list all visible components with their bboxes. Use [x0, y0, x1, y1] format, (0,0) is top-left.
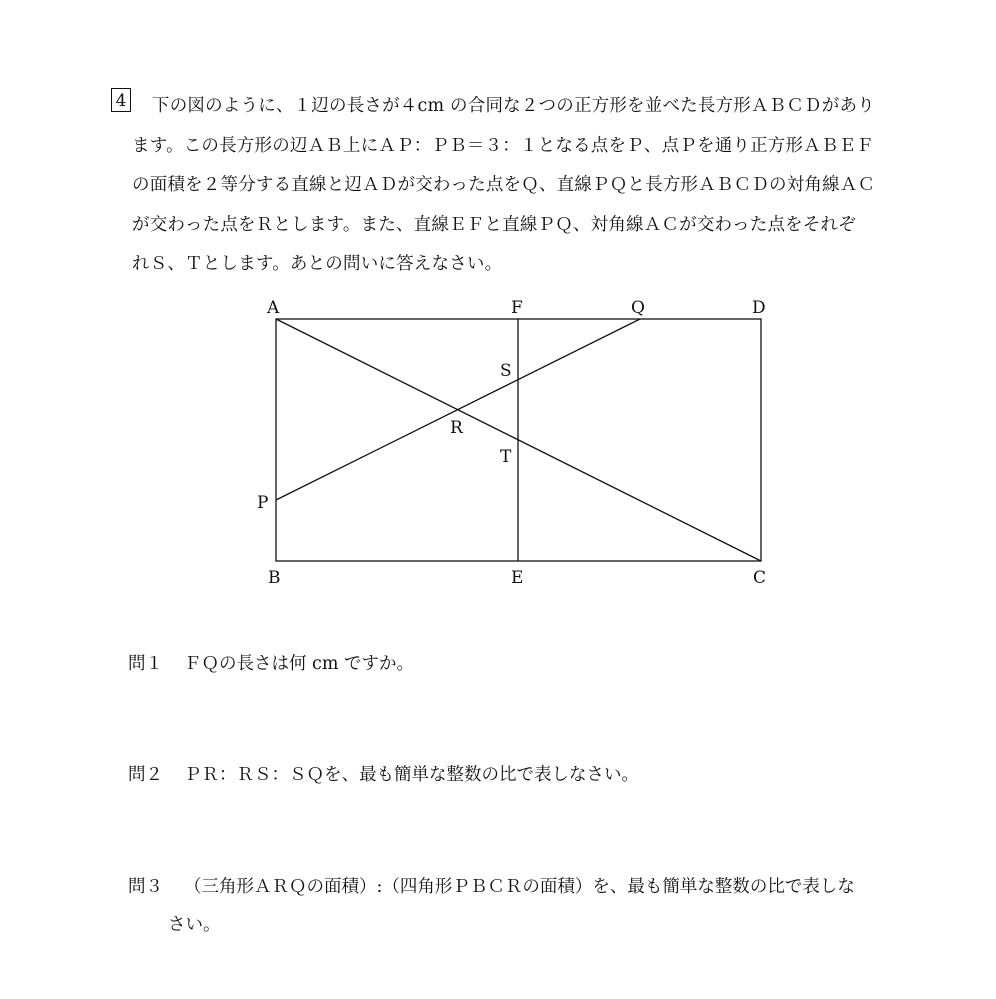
problem-line-1: 下の図のように、１辺の長さが４cm の合同な２つの正方形を並べた長方形ＡＢＣＤがあり — [152, 96, 875, 116]
label-point-b: B — [268, 568, 281, 588]
problem-statement — [132, 87, 922, 285]
question-3 — [128, 868, 918, 907]
problem-line-3: の面積を２等分する直線と辺ＡＤが交わった点をＱ、直線ＰＱと長方形ＡＢＣＤの対角線ＡＣ — [132, 175, 876, 195]
question-2 — [128, 756, 639, 795]
question-1 — [128, 645, 414, 684]
question-1-text: ＦＱの長さは何 cm ですか。 — [184, 654, 415, 674]
problem-number-box: 4 — [111, 88, 131, 112]
line-pq — [276, 319, 640, 500]
label-point-c: C — [753, 568, 767, 588]
label-point-p: P — [257, 493, 269, 513]
label-point-r: R — [450, 418, 463, 438]
label-point-f: F — [511, 298, 523, 318]
question-1-label: 問１ — [128, 654, 163, 674]
diagonal-ac — [276, 319, 761, 561]
question-3-continuation: さい。 — [168, 915, 221, 935]
label-point-a: A — [267, 298, 280, 318]
rectangle-abcd — [276, 319, 761, 561]
label-point-e: E — [511, 568, 524, 588]
label-point-d: D — [752, 298, 766, 318]
question-3-text: （三角形ＡＲＱの面積）:（四角形ＰＢＣＲの面積）を、最も簡単な整数の比で表しな — [184, 877, 855, 897]
problem-line-2: ます。この長方形の辺ＡＢ上にＡＰ：ＰＢ＝３：１となる点をＰ、点Ｐを通り正方形ＡＢＥＦ — [132, 135, 874, 156]
question-3-label: 問３ — [128, 877, 163, 897]
label-point-q: Q — [631, 298, 645, 318]
problem-line-5: れＳ、Ｔとします。あとの問いに答えなさい。 — [132, 254, 503, 274]
problem-line-4: が交わった点をＲとします。また、直線ＥＦと直線ＰＱ、対角線ＡＣが交わった点をそれぞ — [132, 214, 856, 235]
question-2-text: ＰＲ：ＲＳ：ＳＱを、最も簡単な整数の比で表しなさい。 — [184, 765, 639, 785]
label-point-t: T — [500, 447, 512, 467]
label-point-s: S — [500, 361, 512, 381]
question-2-label: 問２ — [128, 765, 163, 785]
